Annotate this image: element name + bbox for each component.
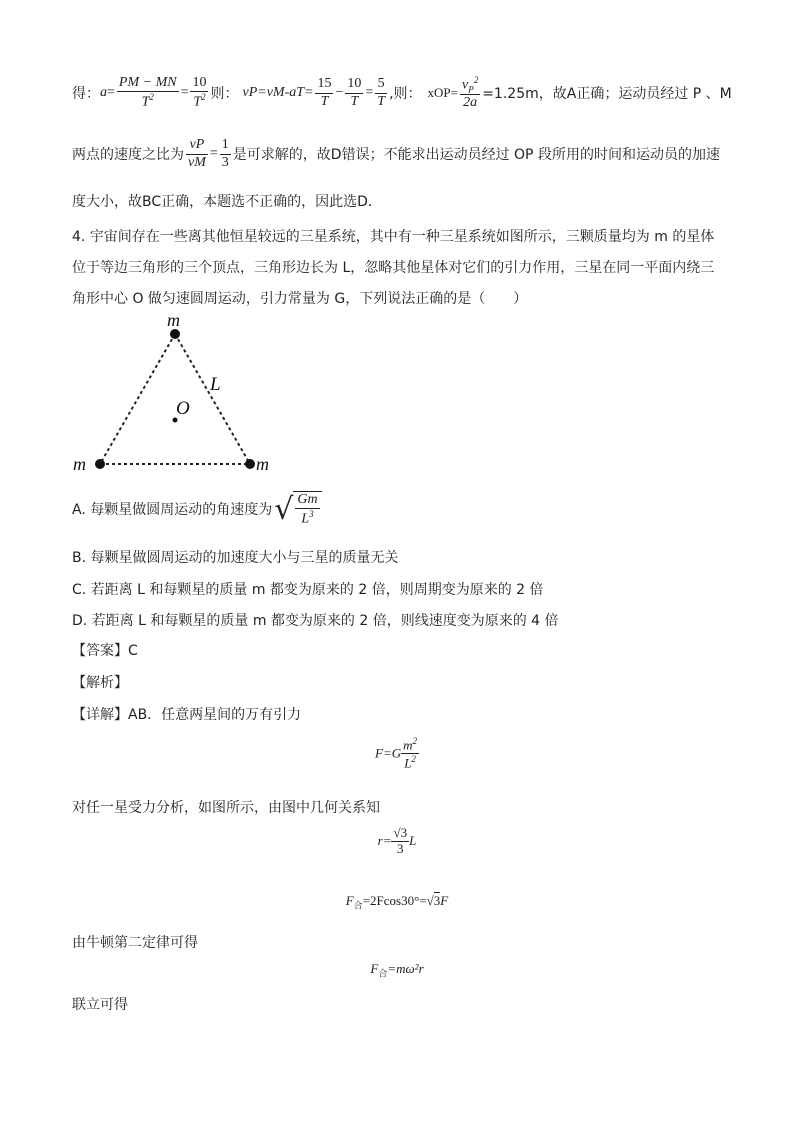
fraction-10-t2 (190, 75, 208, 111)
triangle-side-left (100, 334, 175, 464)
star-right (245, 459, 255, 469)
numerator: 10 (192, 75, 207, 91)
text: 得： (72, 86, 100, 102)
question-4-line-1: 4. 宇宙间存在一些离其他恒星较远的三星系统，其中有一种三星系统如图所示，三颗质量均为 m 的星体 (72, 229, 715, 245)
equation-radius: r= $\frac{√3}{3}$ L (377, 825, 417, 856)
numerator: PM − MN (118, 75, 177, 91)
fraction-pm-mn (117, 75, 179, 111)
label-left-m: m (73, 454, 86, 474)
text-force-analysis: 对任一星受力分析，如图所示，由图中几何关系知 (72, 800, 380, 816)
option-d: D. 若距离 L 和每颗星的质量 m 都变为原来的 2 倍，则线速度变为原来的 4 倍 (72, 613, 559, 629)
equation-newton: $F_合=m\omega^2r$ (370, 961, 424, 980)
equation-net-force: $F_合=2Fcos30^\circ=√3F$ (345, 893, 449, 912)
fraction-vp-vm: $\frac{vP}{vM}$ (188, 137, 206, 170)
fraction-15-t: $\frac{15}{T}$ (317, 76, 332, 109)
solution-line-2: 两点的速度之比为 $\frac{vP}{vM}$ = $\frac{1}{3}$ 是可求解的，故D错误；不能求出运动员经过 OP 段所用的时间和运动员的加速 (72, 137, 720, 170)
denominator: $T^2$ (190, 91, 208, 111)
denominator: $T^2$ (117, 91, 179, 111)
label-side-l: L (210, 374, 221, 395)
label-right-m: m (256, 454, 269, 474)
text-newton: 由牛顿第二定律可得 (72, 935, 198, 951)
sqrt-gm-l3: √ $\frac{Gm}{L^3}$ (274, 491, 321, 528)
solution-line-1: 得： a = $\frac{PM - MN}{T^2}$ = $\frac{10}{T^2}$ 则： vP=vM-aT= $\frac{15}{T}$ − $\frac{10}{T}$ = $\frac{5}{T}$ ,则： xOP= $\frac{v_P^2}{2a}$ =1.25m，故A正确；运动员经过 P 、M (72, 74, 732, 111)
fraction-10-t: $\frac{10}{T}$ (347, 76, 362, 109)
option-a: A. 每颗星做圆周运动的角速度为 √ $\frac{Gm}{L^3}$ (72, 490, 322, 528)
star-top (170, 329, 180, 339)
label-top-m: m (167, 310, 180, 330)
text: 两点的速度之比为 (72, 147, 184, 163)
analysis-heading: 【解析】 (72, 675, 128, 691)
fraction-1-3: $\frac{1}{3}$ (221, 137, 229, 170)
answer: 【答案】C (72, 643, 138, 659)
math-expr: xOP= (427, 85, 458, 100)
text: 是可求解的，故D错误；不能求出运动员经过 OP 段所用的时间和运动员的加速 (232, 147, 720, 163)
text: =1.25m，故A正确；运动员经过 P 、M (482, 86, 732, 102)
question-4-line-3: 角形中心 O 做匀速圆周运动，引力常量为 G，下列说法正确的是（ ） (72, 291, 528, 307)
star-left (95, 459, 105, 469)
text: 则： (210, 86, 239, 102)
question-4-line-2: 位于等边三角形的三个顶点，三角形边长为 L，忽略其他星体对它们的引力作用，三星在同一平面内绕三 (72, 260, 715, 276)
option-b: B. 每颗星做圆周运动的加速度大小与三星的质量无关 (72, 550, 399, 566)
math-expr: vP=vM-aT= (242, 85, 314, 100)
math-op: = (107, 85, 115, 100)
math-var: a (100, 85, 107, 100)
fraction-5-t: $\frac{5}{T}$ (377, 76, 386, 109)
equation-gravity: F=G $\frac{m^2}{L^2}$ (375, 736, 417, 771)
option-c: C. 若距离 L 和每颗星的质量 m 都变为原来的 2 倍，则周期变为原来的 2 倍 (72, 582, 544, 598)
solution-line-3: 度大小，故BC正确，本题选不正确的，因此选D． (72, 194, 382, 210)
label-center-o: O (176, 398, 190, 419)
text-combine: 联立可得 (72, 997, 128, 1013)
detail-line: 【详解】AB．任意两星间的万有引力 (72, 707, 302, 723)
fraction-vp2-2a: $\frac{v_P^2}{2a}$ (461, 74, 479, 111)
three-star-figure (70, 310, 290, 475)
text: ,则： (389, 86, 422, 102)
